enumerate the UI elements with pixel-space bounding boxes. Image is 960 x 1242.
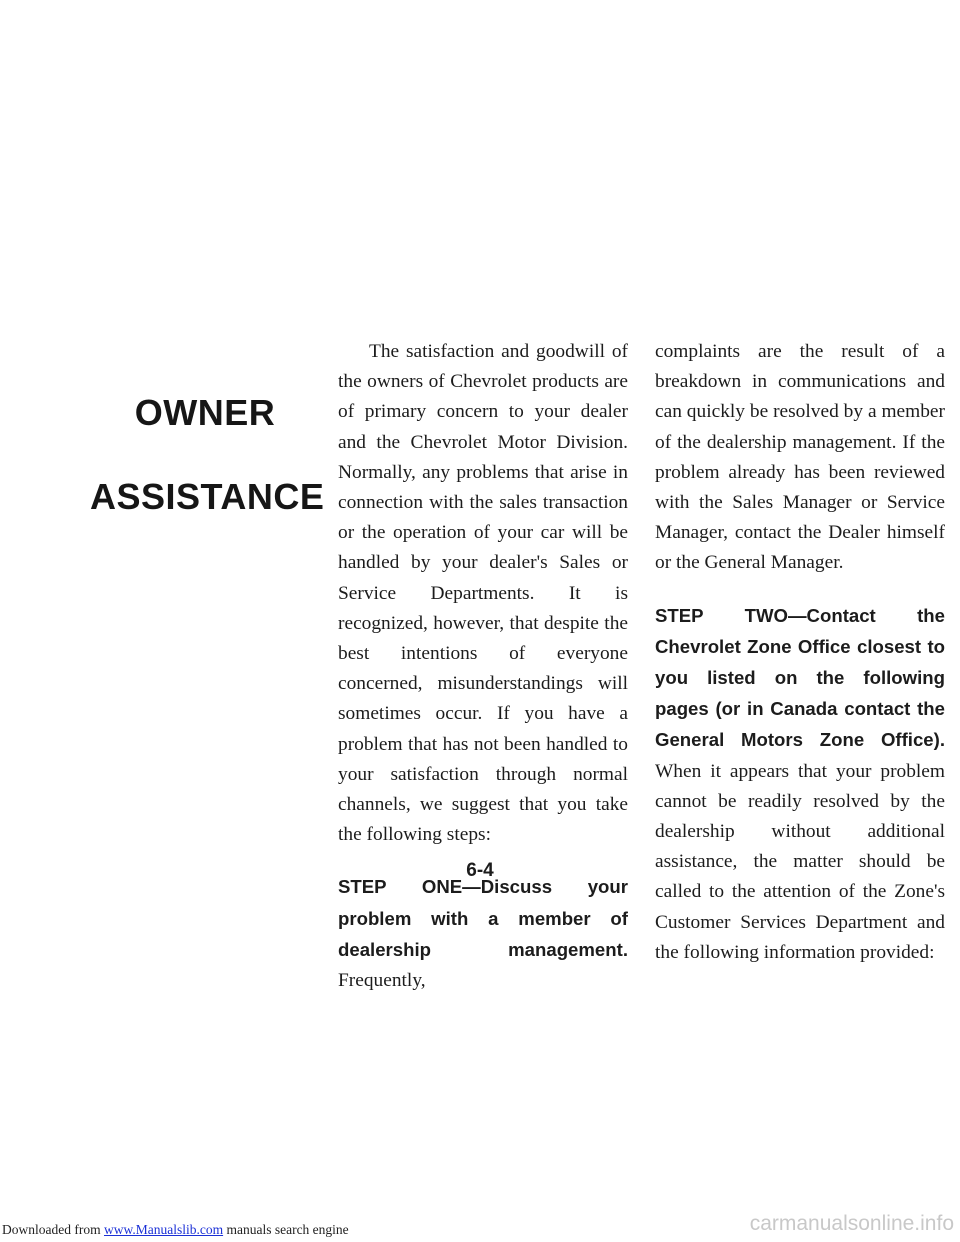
left-column: [338, 337, 628, 996]
side-title-owner: OWNER: [134, 392, 276, 433]
download-header: [2, 1222, 349, 1238]
step-two-paragraph: [655, 601, 945, 968]
step-one-text: Frequently,: [338, 970, 426, 992]
page-number: 6-4: [466, 860, 494, 881]
step-one-heading: STEP ONE—Discuss your problem with a member of dealership management.: [338, 876, 628, 960]
right-column: [655, 337, 945, 968]
step-one-paragraph: [338, 872, 628, 996]
intro-paragraph: The satisfaction and goodwill of the owners of Chevrolet products are of primary concern to your dealer and the Chevrolet Motor Division. Normally, any problems that arise in connection with the sales transaction or the operation of your car will be handled by your dealer's Sales or Service Departments. It is recognized, however, that despite the best intentions of everyone concerned, misunderstandings will sometimes occur. If you have a problem that has not been handled to your satisfaction through normal channels, we suggest that you take the following steps:: [338, 341, 628, 846]
step-two-text: When it appears that your problem cannot be readily resolved by the dealership without additional assistance, the matter should be called to the attention of the Zone's Customer Services Department and the following information provided:: [655, 760, 945, 963]
footer-brand: carmanualsonline.info: [749, 1212, 954, 1235]
side-title-assistance: ASSISTANCE: [90, 476, 325, 517]
header-prefix: Downloaded from: [2, 1222, 104, 1237]
step-two-heading: STEP TWO—Contact the Chevrolet Zone Office closest to you listed on the following pages (or in Canada contact the General Motors Zone Office).: [655, 604, 945, 751]
continuation-paragraph: complaints are the result of a breakdown in communications and can quickly be resolved by a member of the dealership management. If the problem already has been reviewed with the Sales Manager or Service Manager, contact the Dealer himself or the General Manager.: [655, 341, 945, 574]
manualslib-link[interactable]: www.Manualslib.com: [103, 1222, 224, 1237]
header-suffix: manuals search engine: [223, 1222, 349, 1237]
